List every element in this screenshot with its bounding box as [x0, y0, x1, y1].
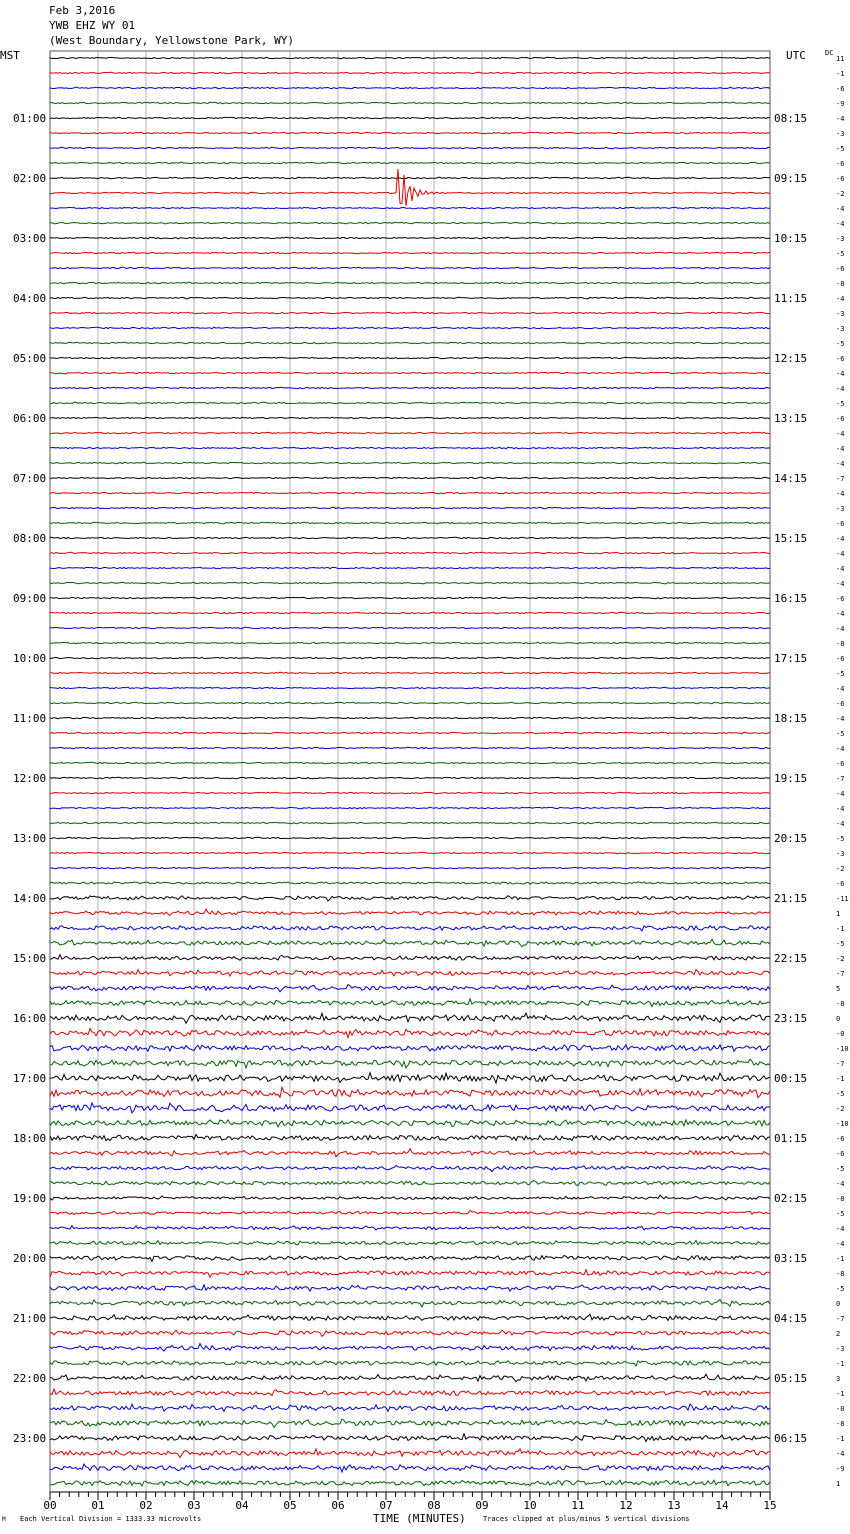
- mst-hour-label: 04:00: [13, 292, 47, 305]
- trace-row-60: [50, 955, 770, 961]
- dc-offset-label: -6: [836, 160, 845, 168]
- dc-offset-label: -6: [836, 1135, 845, 1143]
- dc-offset-label: -3: [836, 1345, 845, 1353]
- trace-row-1: [50, 72, 770, 73]
- left-timezone-label: MST: [0, 49, 20, 62]
- x-tick-label: 07: [379, 1499, 393, 1512]
- trace-row-68: [50, 1073, 770, 1083]
- mst-hour-label: 23:00: [13, 1432, 47, 1445]
- dc-offset-label: -6: [836, 595, 845, 603]
- utc-hour-label: 23:15: [774, 1012, 808, 1025]
- trace-row-18: [50, 327, 770, 329]
- utc-hour-label: 01:15: [774, 1132, 808, 1145]
- trace-row-69: [50, 1087, 770, 1098]
- dc-offset-label: -4: [836, 745, 845, 753]
- dc-offset-label: -4: [836, 1225, 845, 1233]
- dc-offset-label: -4: [836, 565, 845, 573]
- dc-offset-header: DC: [825, 49, 834, 57]
- trace-row-5: [50, 132, 770, 133]
- dc-offset-label: -1: [836, 1435, 845, 1443]
- mst-hour-label: 10:00: [13, 652, 47, 665]
- trace-row-49: [50, 792, 770, 793]
- dc-offset-label: -3: [836, 850, 845, 858]
- mst-hour-label: 03:00: [13, 232, 47, 245]
- dc-offset-label: -7: [836, 1060, 845, 1068]
- x-tick-label: 06: [331, 1499, 345, 1512]
- dc-offset-label: -4: [836, 550, 845, 558]
- trace-row-94: [50, 1464, 770, 1472]
- dc-offset-label: -4: [836, 115, 845, 123]
- trace-row-63: [50, 999, 770, 1007]
- dc-offset-label: 2: [836, 1330, 841, 1338]
- dc-offset-label: -4: [836, 370, 845, 378]
- trace-row-30: [50, 507, 770, 508]
- dc-offset-label: -4: [836, 385, 845, 393]
- dc-offset-label: -4: [836, 715, 845, 723]
- trace-row-40: [50, 657, 770, 659]
- dc-offset-label: 5: [836, 985, 841, 993]
- x-tick-label: 01: [91, 1499, 105, 1512]
- mst-hour-label: 01:00: [13, 112, 47, 125]
- mst-hour-label: 14:00: [13, 892, 47, 905]
- trace-row-78: [50, 1226, 770, 1230]
- dc-offset-label: -7: [836, 775, 845, 783]
- utc-hour-label: 15:15: [774, 532, 808, 545]
- dc-offset-label: -6: [836, 85, 845, 93]
- trace-row-43: [50, 702, 770, 704]
- trace-row-19: [50, 342, 770, 343]
- dc-offset-label: -5: [836, 250, 845, 258]
- trace-row-31: [50, 522, 770, 524]
- mst-hour-label: 20:00: [13, 1252, 47, 1265]
- utc-hour-label: 13:15: [774, 412, 808, 425]
- dc-offset-label: -4: [836, 625, 845, 633]
- dc-offset-label: -8: [836, 640, 845, 648]
- trace-row-28: [50, 477, 770, 479]
- trace-row-67: [50, 1059, 770, 1068]
- dc-offset-label: -8: [836, 1270, 845, 1278]
- dc-offset-label: -3: [836, 235, 845, 243]
- utc-hour-label: 16:15: [774, 592, 808, 605]
- dc-offset-label: -1: [836, 925, 845, 933]
- trace-row-73: [50, 1149, 770, 1157]
- trace-row-9: [50, 169, 770, 206]
- dc-offset-label: -4: [836, 430, 845, 438]
- trace-row-70: [50, 1103, 770, 1113]
- trace-row-77: [50, 1211, 770, 1215]
- dc-offset-label: -9: [836, 100, 845, 108]
- dc-offset-label: 0: [836, 1300, 841, 1308]
- x-tick-label: 00: [43, 1499, 57, 1512]
- utc-hour-label: 12:15: [774, 352, 808, 365]
- utc-hour-label: 00:15: [774, 1072, 808, 1085]
- trace-row-93: [50, 1449, 770, 1458]
- utc-hour-label: 08:15: [774, 112, 808, 125]
- trace-row-59: [50, 939, 770, 946]
- dc-offset-label: -1: [836, 1075, 845, 1083]
- trace-row-6: [50, 147, 770, 149]
- mst-hour-label: 11:00: [13, 712, 47, 725]
- trace-row-71: [50, 1120, 770, 1127]
- dc-offset-label: -6: [836, 655, 845, 663]
- trace-row-35: [50, 582, 770, 584]
- trace-row-57: [50, 909, 770, 915]
- mst-hour-label: 06:00: [13, 412, 47, 425]
- x-axis-title: TIME (MINUTES): [373, 1512, 466, 1525]
- trace-row-33: [50, 552, 770, 553]
- dc-offset-label: -4: [836, 535, 845, 543]
- dc-offset-label: -6: [836, 415, 845, 423]
- trace-row-48: [50, 777, 770, 778]
- dc-offset-label: -10: [836, 1120, 849, 1128]
- trace-row-81: [50, 1270, 770, 1278]
- mst-hour-label: 07:00: [13, 472, 47, 485]
- dc-offset-label: -4: [836, 220, 845, 228]
- dc-offset-label: -3: [836, 325, 845, 333]
- dc-offset-label: -4: [836, 820, 845, 828]
- trace-row-83: [50, 1300, 770, 1307]
- trace-row-56: [50, 896, 770, 901]
- dc-offset-label: -10: [836, 1045, 849, 1053]
- trace-row-47: [50, 762, 770, 764]
- x-tick-label: 08: [427, 1499, 441, 1512]
- utc-hour-label: 19:15: [774, 772, 808, 785]
- utc-hour-label: 14:15: [774, 472, 808, 485]
- trace-row-11: [50, 222, 770, 224]
- trace-row-65: [50, 1029, 770, 1038]
- x-tick-label: 05: [283, 1499, 297, 1512]
- dc-offset-label: -8: [836, 1420, 845, 1428]
- mst-hour-label: 17:00: [13, 1072, 47, 1085]
- mst-hour-label: 09:00: [13, 592, 47, 605]
- utc-hour-label: 05:15: [774, 1372, 808, 1385]
- dc-offset-label: -7: [836, 1315, 845, 1323]
- mst-hour-label: 02:00: [13, 172, 47, 185]
- x-tick-label: 03: [187, 1499, 201, 1512]
- trace-row-15: [50, 282, 770, 283]
- dc-offset-label: -3: [836, 310, 845, 318]
- trace-row-4: [50, 117, 770, 118]
- trace-row-58: [50, 926, 770, 931]
- trace-row-10: [50, 207, 770, 209]
- utc-hour-label: 06:15: [774, 1432, 808, 1445]
- dc-offset-label: -5: [836, 1090, 845, 1098]
- trace-row-39: [50, 642, 770, 644]
- plot-frame: [50, 51, 770, 1492]
- trace-row-14: [50, 267, 770, 269]
- trace-row-13: [50, 252, 770, 254]
- trace-row-24: [50, 417, 770, 419]
- utc-hour-label: 11:15: [774, 292, 808, 305]
- trace-row-66: [50, 1045, 770, 1052]
- dc-offset-label: -11: [836, 895, 849, 903]
- trace-row-61: [50, 970, 770, 976]
- corner-mark: M: [2, 1516, 6, 1523]
- dc-offset-label: -8: [836, 1000, 845, 1008]
- x-tick-label: 04: [235, 1499, 249, 1512]
- trace-row-29: [50, 492, 770, 494]
- dc-offset-label: -4: [836, 805, 845, 813]
- trace-row-41: [50, 672, 770, 674]
- dc-offset-label: 11: [836, 55, 845, 63]
- mst-hour-label: 19:00: [13, 1192, 47, 1205]
- x-tick-label: 02: [139, 1499, 153, 1512]
- dc-offset-label: -5: [836, 1165, 845, 1173]
- x-tick-label: 12: [619, 1499, 633, 1512]
- x-tick-label: 11: [571, 1499, 585, 1512]
- trace-row-12: [50, 237, 770, 239]
- utc-hour-label: 03:15: [774, 1252, 808, 1265]
- mst-hour-label: 16:00: [13, 1012, 47, 1025]
- dc-offset-label: -4: [836, 580, 845, 588]
- trace-row-53: [50, 852, 770, 854]
- dc-offset-label: -3: [836, 505, 845, 513]
- dc-offset-label: 1: [836, 910, 841, 918]
- dc-offset-label: -4: [836, 1240, 845, 1248]
- dc-offset-label: -4: [836, 445, 845, 453]
- dc-offset-label: -5: [836, 340, 845, 348]
- dc-offset-label: -1: [836, 70, 845, 78]
- dc-offset-label: -5: [836, 730, 845, 738]
- mst-hour-label: 15:00: [13, 952, 47, 965]
- dc-offset-label: -5: [836, 1210, 845, 1218]
- trace-row-38: [50, 627, 770, 629]
- dc-offset-label: -6: [836, 175, 845, 183]
- dc-offset-label: -4: [836, 610, 845, 618]
- dc-offset-label: 3: [836, 1375, 841, 1383]
- dc-offset-label: -0: [836, 1405, 845, 1413]
- trace-row-27: [50, 462, 770, 464]
- dc-offset-label: -7: [836, 970, 845, 978]
- scale-note: Each Vertical Division = 1333.33 microvolts: [20, 1515, 202, 1523]
- dc-offset-label: -5: [836, 1285, 845, 1293]
- dc-offset-label: -5: [836, 400, 845, 408]
- dc-offset-label: 0: [836, 1015, 841, 1023]
- dc-offset-label: -6: [836, 700, 845, 708]
- trace-row-82: [50, 1285, 770, 1291]
- trace-row-54: [50, 867, 770, 869]
- trace-row-85: [50, 1330, 770, 1336]
- dc-offset-label: -6: [836, 880, 845, 888]
- dc-offset-label: -5: [836, 940, 845, 948]
- dc-offset-label: -5: [836, 145, 845, 153]
- trace-row-79: [50, 1240, 770, 1245]
- dc-offset-label: -2: [836, 865, 845, 873]
- mst-hour-label: 21:00: [13, 1312, 47, 1325]
- trace-row-21: [50, 372, 770, 374]
- trace-row-87: [50, 1361, 770, 1366]
- trace-row-25: [50, 432, 770, 434]
- utc-hour-label: 04:15: [774, 1312, 808, 1325]
- dc-offset-label: -4: [836, 685, 845, 693]
- dc-offset-label: 1: [836, 1480, 841, 1488]
- trace-row-46: [50, 747, 770, 749]
- utc-hour-label: 18:15: [774, 712, 808, 725]
- x-tick-label: 14: [715, 1499, 729, 1512]
- x-tick-label: 15: [763, 1499, 777, 1512]
- trace-row-55: [50, 882, 770, 884]
- dc-offset-label: -2: [836, 955, 845, 963]
- dc-offset-label: -8: [836, 1195, 845, 1203]
- trace-row-17: [50, 312, 770, 314]
- trace-row-86: [50, 1344, 770, 1352]
- trace-row-62: [50, 985, 770, 992]
- dc-offset-label: -4: [836, 460, 845, 468]
- trace-row-89: [50, 1389, 770, 1396]
- trace-row-88: [50, 1374, 770, 1381]
- dc-offset-label: -6: [836, 265, 845, 273]
- dc-offset-label: -1: [836, 1390, 845, 1398]
- trace-row-95: [50, 1480, 770, 1486]
- trace-row-90: [50, 1404, 770, 1412]
- utc-hour-label: 02:15: [774, 1192, 808, 1205]
- dc-offset-label: -6: [836, 760, 845, 768]
- trace-row-34: [50, 567, 770, 568]
- mst-hour-label: 08:00: [13, 532, 47, 545]
- x-tick-label: 13: [667, 1499, 681, 1512]
- mst-hour-label: 05:00: [13, 352, 47, 365]
- trace-row-16: [50, 297, 770, 299]
- trace-row-76: [50, 1195, 770, 1200]
- trace-row-0: [50, 57, 770, 59]
- trace-row-91: [50, 1419, 770, 1427]
- trace-row-2: [50, 87, 770, 89]
- dc-offset-label: -1: [836, 1360, 845, 1368]
- dc-offset-label: -4: [836, 295, 845, 303]
- trace-row-74: [50, 1166, 770, 1172]
- dc-offset-label: -1: [836, 1255, 845, 1263]
- dc-offset-label: -3: [836, 130, 845, 138]
- dc-offset-label: -7: [836, 475, 845, 483]
- utc-hour-label: 17:15: [774, 652, 808, 665]
- utc-hour-label: 10:15: [774, 232, 808, 245]
- dc-offset-label: -8: [836, 280, 845, 288]
- dc-offset-label: -4: [836, 205, 845, 213]
- dc-offset-label: -2: [836, 190, 845, 198]
- trace-row-32: [50, 537, 770, 539]
- station-code: YWB EHZ WY 01: [49, 19, 136, 32]
- utc-hour-label: 21:15: [774, 892, 808, 905]
- trace-row-84: [50, 1314, 770, 1320]
- trace-row-26: [50, 447, 770, 449]
- dc-offset-label: -9: [836, 1465, 845, 1473]
- dc-offset-label: -4: [836, 1450, 845, 1458]
- dc-offset-label: -6: [836, 1150, 845, 1158]
- trace-row-45: [50, 732, 770, 734]
- trace-row-22: [50, 387, 770, 389]
- trace-row-37: [50, 612, 770, 613]
- trace-row-3: [50, 102, 770, 104]
- chart-date: Feb 3,2016: [49, 4, 116, 17]
- trace-row-50: [50, 807, 770, 809]
- trace-row-80: [50, 1256, 770, 1262]
- dc-offset-label: -4: [836, 790, 845, 798]
- utc-hour-label: 09:15: [774, 172, 808, 185]
- utc-hour-label: 22:15: [774, 952, 808, 965]
- mst-hour-label: 12:00: [13, 772, 47, 785]
- trace-row-92: [50, 1434, 770, 1442]
- trace-row-75: [50, 1181, 770, 1186]
- x-tick-label: 10: [523, 1499, 537, 1512]
- mst-hour-label: 18:00: [13, 1132, 47, 1145]
- utc-hour-label: 20:15: [774, 832, 808, 845]
- dc-offset-label: -5: [836, 670, 845, 678]
- trace-row-72: [50, 1135, 770, 1141]
- trace-row-7: [50, 162, 770, 164]
- dc-offset-label: -4: [836, 490, 845, 498]
- right-timezone-label: UTC: [786, 49, 806, 62]
- dc-offset-label: -2: [836, 1105, 845, 1113]
- dc-offset-label: -5: [836, 835, 845, 843]
- trace-row-8: [50, 177, 770, 179]
- clip-note: Traces clipped at plus/minus 5 vertical divisions: [483, 1515, 690, 1523]
- trace-row-23: [50, 402, 770, 403]
- trace-row-42: [50, 687, 770, 689]
- mst-hour-label: 22:00: [13, 1372, 47, 1385]
- x-tick-label: 09: [475, 1499, 489, 1512]
- dc-offset-label: -6: [836, 355, 845, 363]
- trace-row-36: [50, 597, 770, 599]
- trace-row-20: [50, 357, 770, 358]
- mst-hour-label: 13:00: [13, 832, 47, 845]
- dc-offset-label: -6: [836, 520, 845, 528]
- trace-row-44: [50, 717, 770, 718]
- trace-row-64: [50, 1013, 770, 1023]
- dc-offset-label: -0: [836, 1030, 845, 1038]
- trace-row-51: [50, 822, 770, 824]
- station-location: (West Boundary, Yellowstone Park, WY): [49, 34, 295, 47]
- trace-row-52: [50, 837, 770, 838]
- dc-offset-label: -4: [836, 1180, 845, 1188]
